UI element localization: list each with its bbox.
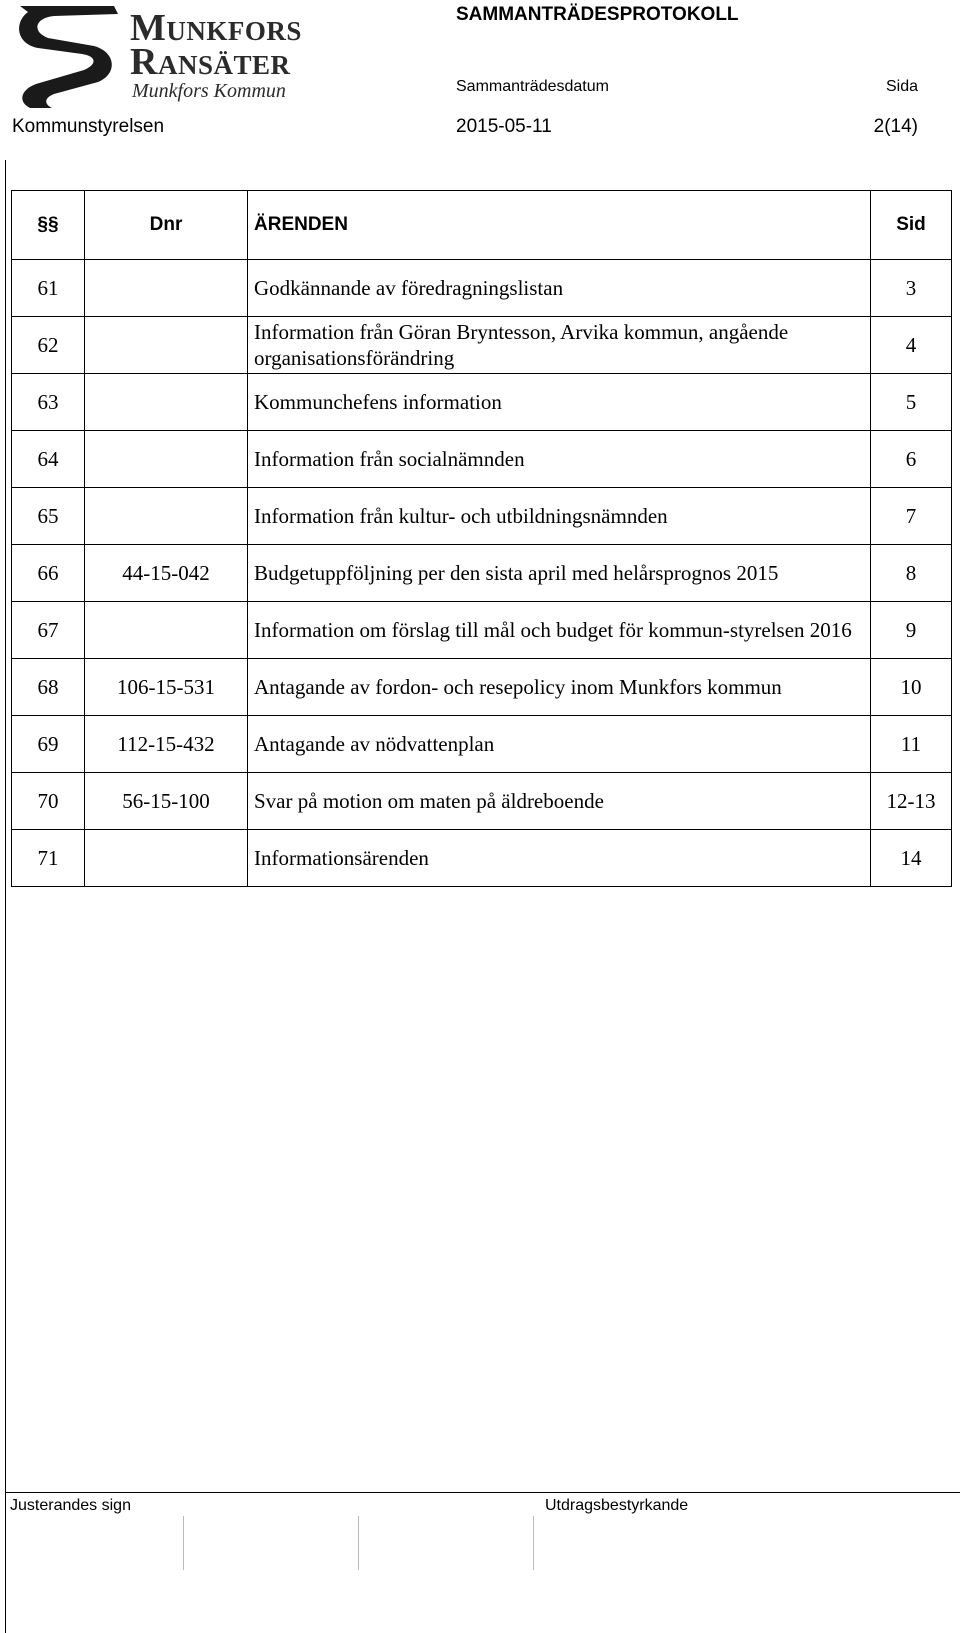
header-dnr: Dnr bbox=[85, 191, 248, 260]
river-emblem-icon bbox=[14, 2, 126, 110]
table-row bbox=[12, 260, 952, 317]
page-number: 2(14) bbox=[873, 116, 918, 137]
paragraph-number: 69 bbox=[12, 716, 85, 773]
logo-text-ransater: Ransäter bbox=[130, 41, 291, 83]
table-row bbox=[12, 545, 952, 602]
table-row bbox=[12, 317, 952, 374]
table-row bbox=[12, 374, 952, 431]
page-label: Sida bbox=[885, 78, 918, 95]
arende-title: Information från Göran Bryntesson, Arvika kommun, angående organisationsförändring bbox=[248, 317, 871, 374]
paragraph-number: 62 bbox=[12, 317, 85, 374]
signature-box-divider bbox=[183, 1516, 184, 1570]
table-row bbox=[12, 716, 952, 773]
arende-title: Antagande av nödvattenplan bbox=[248, 716, 871, 773]
page-ref: 3 bbox=[871, 260, 952, 317]
dnr-number bbox=[85, 260, 248, 317]
paragraph-number: 70 bbox=[12, 773, 85, 830]
table-header-row bbox=[12, 191, 952, 260]
meeting-date: 2015-05-11 bbox=[456, 116, 552, 137]
table-row bbox=[12, 602, 952, 659]
committee-name: Kommunstyrelsen bbox=[12, 116, 165, 137]
dnr-number bbox=[85, 602, 248, 659]
paragraph-number: 64 bbox=[12, 431, 85, 488]
page-ref: 7 bbox=[871, 488, 952, 545]
page-ref: 9 bbox=[871, 602, 952, 659]
header-arenden: ÄRENDEN bbox=[248, 191, 871, 260]
adjuster-signature-label: Justerandes sign bbox=[10, 1497, 131, 1514]
dnr-number: 44-15-042 bbox=[85, 545, 248, 602]
dnr-number bbox=[85, 374, 248, 431]
arende-title: Information från socialnämnden bbox=[248, 431, 871, 488]
footer-rule bbox=[5, 1492, 960, 1493]
left-margin-line bbox=[5, 160, 6, 1633]
arende-title: Budgetuppföljning per den sista april med helårsprognos 2015 bbox=[248, 545, 871, 602]
page-ref: 14 bbox=[871, 830, 952, 887]
page-ref: 11 bbox=[871, 716, 952, 773]
dnr-number bbox=[85, 317, 248, 374]
page-ref: 4 bbox=[871, 317, 952, 374]
paragraph-number: 63 bbox=[12, 374, 85, 431]
dnr-number: 106-15-531 bbox=[85, 659, 248, 716]
arende-title: Kommunchefens information bbox=[248, 374, 871, 431]
agenda-table bbox=[11, 190, 952, 887]
page-ref: 5 bbox=[871, 374, 952, 431]
paragraph-number: 67 bbox=[12, 602, 85, 659]
arende-title: Information från kultur- och utbildningsnämnden bbox=[248, 488, 871, 545]
dnr-number bbox=[85, 488, 248, 545]
meeting-date-label: Sammanträdesdatum bbox=[456, 78, 609, 95]
extract-certification-label: Utdragsbestyrkande bbox=[545, 1497, 689, 1514]
paragraph-number: 68 bbox=[12, 659, 85, 716]
paragraph-number: 66 bbox=[12, 545, 85, 602]
dnr-number: 112-15-432 bbox=[85, 716, 248, 773]
arende-title: Information om förslag till mål och budget för kommun-styrelsen 2016 bbox=[248, 602, 871, 659]
page-ref: 8 bbox=[871, 545, 952, 602]
arende-title: Informationsärenden bbox=[248, 830, 871, 887]
paragraph-number: 61 bbox=[12, 260, 85, 317]
signature-box-divider bbox=[358, 1516, 359, 1570]
table-row bbox=[12, 431, 952, 488]
arende-title: Godkännande av föredragningslistan bbox=[248, 260, 871, 317]
arende-title: Antagande av fordon- och resepolicy inom Munkfors kommun bbox=[248, 659, 871, 716]
document-title: SAMMANTRÄDESPROTOKOLL bbox=[456, 4, 739, 25]
header-paragraph: §§ bbox=[12, 191, 85, 260]
table-row bbox=[12, 488, 952, 545]
table-row bbox=[12, 773, 952, 830]
arende-title: Svar på motion om maten på äldreboende bbox=[248, 773, 871, 830]
table-row bbox=[12, 830, 952, 887]
header-sid: Sid bbox=[871, 191, 952, 260]
signature-box-divider bbox=[533, 1516, 534, 1570]
logo-text-kommun: Munkfors Kommun bbox=[132, 80, 286, 102]
page-ref: 12-13 bbox=[871, 773, 952, 830]
table-row bbox=[12, 659, 952, 716]
dnr-number bbox=[85, 830, 248, 887]
page-ref: 6 bbox=[871, 431, 952, 488]
dnr-number bbox=[85, 431, 248, 488]
paragraph-number: 71 bbox=[12, 830, 85, 887]
dnr-number: 56-15-100 bbox=[85, 773, 248, 830]
paragraph-number: 65 bbox=[12, 488, 85, 545]
municipality-logo bbox=[14, 2, 334, 110]
page-ref: 10 bbox=[871, 659, 952, 716]
logo-text-munkfors: Munkfors bbox=[130, 7, 302, 49]
